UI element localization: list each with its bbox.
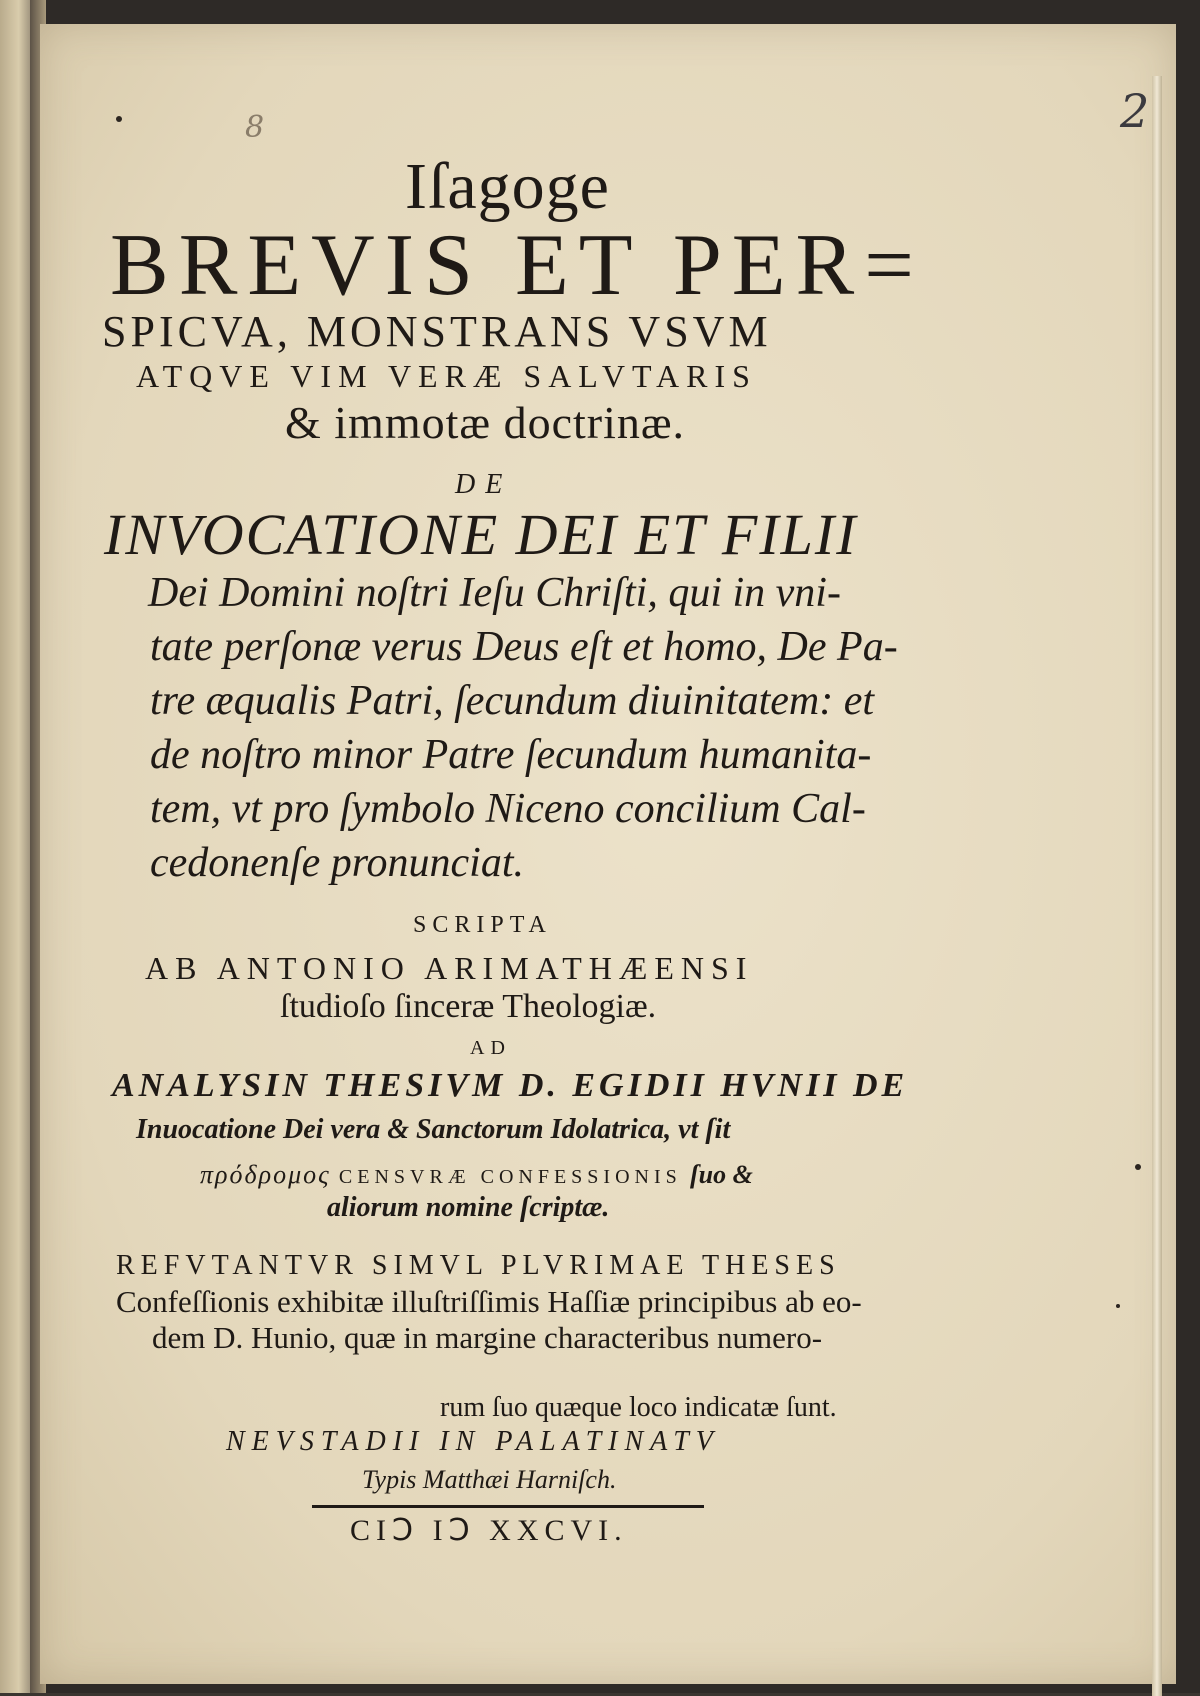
folio-number: 2 <box>1120 84 1150 138</box>
imprint-year: CIↃ IↃ XXCVI. <box>350 1514 628 1547</box>
author-name: AB ANTONIO ARIMATHÆENSI <box>145 950 754 986</box>
refutation-line-1: REFVTANTVR SIMVL PLVRIMAE THESES <box>116 1250 841 1281</box>
subject-line: Dei Domini noſtri Ieſu Chriſti, qui in vni- <box>148 570 841 616</box>
imprint-rule <box>312 1505 704 1508</box>
pencil-mark: 8 <box>245 110 265 145</box>
subject-line: tate perſonæ verus Deus eſt et homo, De Pa- <box>150 624 898 670</box>
purpose-caps: CENSVRÆ CONFESSIONIS <box>338 1166 682 1188</box>
subject-de: DE <box>455 469 513 500</box>
author-description: ſtudioſo ſinceræ Theologiæ. <box>280 988 657 1025</box>
title-line-1: BREVIS ET PER= <box>110 217 924 314</box>
purpose-line-3 <box>200 1162 753 1188</box>
greek-word: πρόδρομος <box>200 1160 331 1189</box>
refutation-line-2: Confeſſionis exhibitæ illuſtriſſimis Haſſiæ principibus ab eo- <box>116 1284 862 1319</box>
purpose-line-4: aliorum nomine ſcriptæ. <box>327 1192 610 1223</box>
title-line-4: & immotæ doctrinæ. <box>285 397 686 448</box>
purpose-line-1: ANALYSIN THESIVM D. EGIDII HVNII DE <box>112 1067 909 1104</box>
title-isagoge: Iſagoge <box>405 150 610 223</box>
page-edge <box>1152 76 1162 1696</box>
title-line-3: ATQVE VIM VERÆ SALVTARIS <box>136 358 757 394</box>
subject-heading: INVOCATIONE DEI ET FILII <box>104 502 858 567</box>
author-scripta: SCRIPTA <box>413 912 552 938</box>
imprint-place: NEVSTADII IN PALATINATV <box>226 1426 720 1457</box>
subject-line: cedonenſe pronunciat. <box>150 840 525 886</box>
purpose-line-2: Inuocatione Dei vera & Sanctorum Idolatrica, vt ſit <box>136 1114 731 1145</box>
refutation-line-3: dem D. Hunio, quæ in margine characteribus numero- <box>152 1320 823 1355</box>
ink-speck <box>1116 1304 1120 1308</box>
ink-speck <box>1135 1164 1141 1170</box>
subject-line: tre æqualis Patri, ſecundum diuinitatem: et <box>150 678 875 724</box>
subject-line: de noſtro minor Patre ſecundum humanita- <box>150 732 872 778</box>
title-page <box>40 24 1176 1684</box>
refutation-line-4: rum ſuo quæque loco indicatæ ſunt. <box>440 1392 837 1423</box>
purpose-italic: ſuo & <box>690 1160 753 1189</box>
purpose-ad: AD <box>470 1037 511 1059</box>
imprint-printer: Typis Matthæi Harniſch. <box>362 1465 617 1494</box>
subject-line: tem, vt pro ſymbolo Niceno concilium Cal- <box>150 786 866 832</box>
title-line-2: SPICVA, MONSTRANS VSVM <box>102 307 772 356</box>
facing-page-edge <box>0 0 34 1693</box>
ink-speck <box>116 116 122 122</box>
